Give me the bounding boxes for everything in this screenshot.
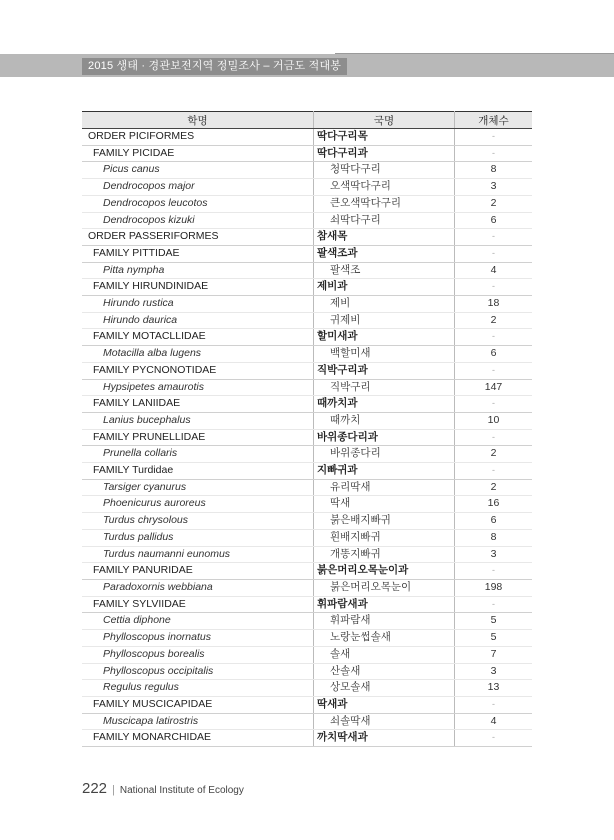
korean-name-cell: 쇠솔딱새	[314, 713, 455, 730]
scientific-name-cell: FAMILY SYLVIIDAE	[82, 596, 314, 613]
korean-name-cell: 때까치과	[314, 396, 455, 413]
scientific-name-cell: FAMILY PYCNONOTIDAE	[82, 362, 314, 379]
scientific-name-cell: Dendrocopos kizuki	[82, 212, 314, 229]
order-row	[82, 129, 532, 146]
count-cell: -	[455, 730, 533, 747]
korean-name-cell: 유리딱새	[314, 479, 455, 496]
korean-name-cell: 딱새과	[314, 696, 455, 713]
column-header-scientific-name: 학명	[82, 112, 314, 129]
scientific-name-cell: FAMILY MUSCICAPIDAE	[82, 696, 314, 713]
korean-name-cell: 딱다구리과	[314, 145, 455, 162]
count-cell: -	[455, 145, 533, 162]
species-row	[82, 162, 532, 179]
scientific-name-cell: FAMILY PITTIDAE	[82, 245, 314, 262]
korean-name-cell: 딱다구리목	[314, 129, 455, 146]
count-cell: -	[455, 229, 533, 246]
page-footer	[82, 780, 244, 797]
count-cell: 3	[455, 546, 533, 563]
scientific-name-cell: Phylloscopus occipitalis	[82, 663, 314, 680]
column-header-korean-name: 국명	[314, 112, 455, 129]
korean-name-cell: 직박구리과	[314, 362, 455, 379]
count-cell: -	[455, 563, 533, 580]
species-row	[82, 262, 532, 279]
species-row	[82, 630, 532, 647]
count-cell: 6	[455, 346, 533, 363]
count-cell: 147	[455, 379, 533, 396]
scientific-name-cell: ORDER PICIFORMES	[82, 129, 314, 146]
species-row	[82, 479, 532, 496]
table-body	[82, 129, 532, 747]
korean-name-cell: 참새목	[314, 229, 455, 246]
korean-name-cell: 휘파람새과	[314, 596, 455, 613]
family-row	[82, 329, 532, 346]
count-cell: 16	[455, 496, 533, 513]
korean-name-cell: 바위종다리과	[314, 429, 455, 446]
species-row	[82, 680, 532, 697]
count-cell: -	[455, 362, 533, 379]
page-header-title: 2015 생태 · 경관보전지역 정밀조사 – 거금도 적대봉	[82, 58, 347, 75]
family-row	[82, 279, 532, 296]
korean-name-cell: 때까치	[314, 412, 455, 429]
species-row	[82, 179, 532, 196]
scientific-name-cell: Turdus naumanni eunomus	[82, 546, 314, 563]
family-row	[82, 362, 532, 379]
count-cell: 4	[455, 713, 533, 730]
count-cell: 2	[455, 446, 533, 463]
scientific-name-cell: Picus canus	[82, 162, 314, 179]
count-cell: 2	[455, 479, 533, 496]
count-cell: -	[455, 396, 533, 413]
korean-name-cell: 개똥지빠귀	[314, 546, 455, 563]
scientific-name-cell: Turdus pallidus	[82, 529, 314, 546]
species-row	[82, 613, 532, 630]
species-row	[82, 546, 532, 563]
scientific-name-cell: FAMILY HIRUNDINIDAE	[82, 279, 314, 296]
scientific-name-cell: Phylloscopus inornatus	[82, 630, 314, 647]
korean-name-cell: 귀제비	[314, 312, 455, 329]
korean-name-cell: 오색딱다구리	[314, 179, 455, 196]
family-row	[82, 245, 532, 262]
korean-name-cell: 바위종다리	[314, 446, 455, 463]
species-row	[82, 713, 532, 730]
korean-name-cell: 쇠딱다구리	[314, 212, 455, 229]
order-row	[82, 229, 532, 246]
scientific-name-cell: Dendrocopos major	[82, 179, 314, 196]
korean-name-cell: 청딱다구리	[314, 162, 455, 179]
family-row	[82, 696, 532, 713]
scientific-name-cell: Turdus chrysolous	[82, 513, 314, 530]
korean-name-cell: 산솔새	[314, 663, 455, 680]
family-row	[82, 730, 532, 747]
count-cell: 7	[455, 646, 533, 663]
scientific-name-cell: FAMILY Turdidae	[82, 463, 314, 480]
table-header-row	[82, 112, 532, 129]
count-cell: -	[455, 596, 533, 613]
species-row	[82, 412, 532, 429]
count-cell: 5	[455, 630, 533, 647]
count-cell: 6	[455, 513, 533, 530]
korean-name-cell: 상모솔새	[314, 680, 455, 697]
korean-name-cell: 흰배지빠귀	[314, 529, 455, 546]
family-row	[82, 145, 532, 162]
family-row	[82, 429, 532, 446]
scientific-name-cell: Paradoxornis webbiana	[82, 579, 314, 596]
species-row	[82, 513, 532, 530]
korean-name-cell: 큰오색딱다구리	[314, 195, 455, 212]
scientific-name-cell: Regulus regulus	[82, 680, 314, 697]
count-cell: -	[455, 329, 533, 346]
korean-name-cell: 직박구리	[314, 379, 455, 396]
count-cell: 18	[455, 296, 533, 313]
korean-name-cell: 딱새	[314, 496, 455, 513]
korean-name-cell: 붉은배지빠귀	[314, 513, 455, 530]
count-cell: 5	[455, 613, 533, 630]
species-row	[82, 529, 532, 546]
count-cell: 2	[455, 312, 533, 329]
scientific-name-cell: FAMILY MOTACLLIDAE	[82, 329, 314, 346]
count-cell: 198	[455, 579, 533, 596]
count-cell: 10	[455, 412, 533, 429]
scientific-name-cell: FAMILY PANURIDAE	[82, 563, 314, 580]
scientific-name-cell: Phoenicurus auroreus	[82, 496, 314, 513]
korean-name-cell: 팔색조과	[314, 245, 455, 262]
species-row	[82, 296, 532, 313]
species-row	[82, 646, 532, 663]
korean-name-cell: 휘파람새	[314, 613, 455, 630]
scientific-name-cell: Hypsipetes amaurotis	[82, 379, 314, 396]
korean-name-cell: 팔색조	[314, 262, 455, 279]
count-cell: -	[455, 245, 533, 262]
species-row	[82, 663, 532, 680]
count-cell: 6	[455, 212, 533, 229]
family-row	[82, 396, 532, 413]
count-cell: 3	[455, 663, 533, 680]
scientific-name-cell: Pitta nympha	[82, 262, 314, 279]
count-cell: -	[455, 429, 533, 446]
scientific-name-cell: FAMILY LANIIDAE	[82, 396, 314, 413]
family-row	[82, 563, 532, 580]
korean-name-cell: 제비과	[314, 279, 455, 296]
scientific-name-cell: Dendrocopos leucotos	[82, 195, 314, 212]
scientific-name-cell: Lanius bucephalus	[82, 412, 314, 429]
species-row	[82, 195, 532, 212]
scientific-name-cell: Motacilla alba lugens	[82, 346, 314, 363]
scientific-name-cell: FAMILY PRUNELLIDAE	[82, 429, 314, 446]
scientific-name-cell: ORDER PASSERIFORMES	[82, 229, 314, 246]
species-row	[82, 446, 532, 463]
scientific-name-cell: FAMILY MONARCHIDAE	[82, 730, 314, 747]
count-cell: 2	[455, 195, 533, 212]
count-cell: -	[455, 696, 533, 713]
scientific-name-cell: Hirundo rustica	[82, 296, 314, 313]
scientific-name-cell: FAMILY PICIDAE	[82, 145, 314, 162]
korean-name-cell: 백할미새	[314, 346, 455, 363]
scientific-name-cell: Muscicapa latirostris	[82, 713, 314, 730]
column-header-count: 개체수	[455, 112, 533, 129]
korean-name-cell: 지빠귀과	[314, 463, 455, 480]
family-row	[82, 596, 532, 613]
species-row	[82, 379, 532, 396]
count-cell: -	[455, 279, 533, 296]
count-cell: 4	[455, 262, 533, 279]
footer-separator: |	[112, 784, 115, 796]
scientific-name-cell: Cettia diphone	[82, 613, 314, 630]
species-row	[82, 312, 532, 329]
korean-name-cell: 까치딱새과	[314, 730, 455, 747]
species-row	[82, 496, 532, 513]
scientific-name-cell: Phylloscopus borealis	[82, 646, 314, 663]
family-row	[82, 463, 532, 480]
species-row	[82, 579, 532, 596]
korean-name-cell: 제비	[314, 296, 455, 313]
count-cell: 8	[455, 162, 533, 179]
scientific-name-cell: Prunella collaris	[82, 446, 314, 463]
count-cell: -	[455, 129, 533, 146]
count-cell: -	[455, 463, 533, 480]
korean-name-cell: 솔새	[314, 646, 455, 663]
scientific-name-cell: Tarsiger cyanurus	[82, 479, 314, 496]
korean-name-cell: 노랑눈썹솔새	[314, 630, 455, 647]
korean-name-cell: 붉은머리오목눈이	[314, 579, 455, 596]
count-cell: 13	[455, 680, 533, 697]
korean-name-cell: 할미새과	[314, 329, 455, 346]
species-row	[82, 346, 532, 363]
page-number: 222	[82, 780, 108, 797]
count-cell: 3	[455, 179, 533, 196]
species-row	[82, 212, 532, 229]
footer-organization: National Institute of Ecology	[119, 785, 244, 796]
scientific-name-cell: Hirundo daurica	[82, 312, 314, 329]
korean-name-cell: 붉은머리오목눈이과	[314, 563, 455, 580]
species-table	[82, 111, 532, 747]
count-cell: 8	[455, 529, 533, 546]
